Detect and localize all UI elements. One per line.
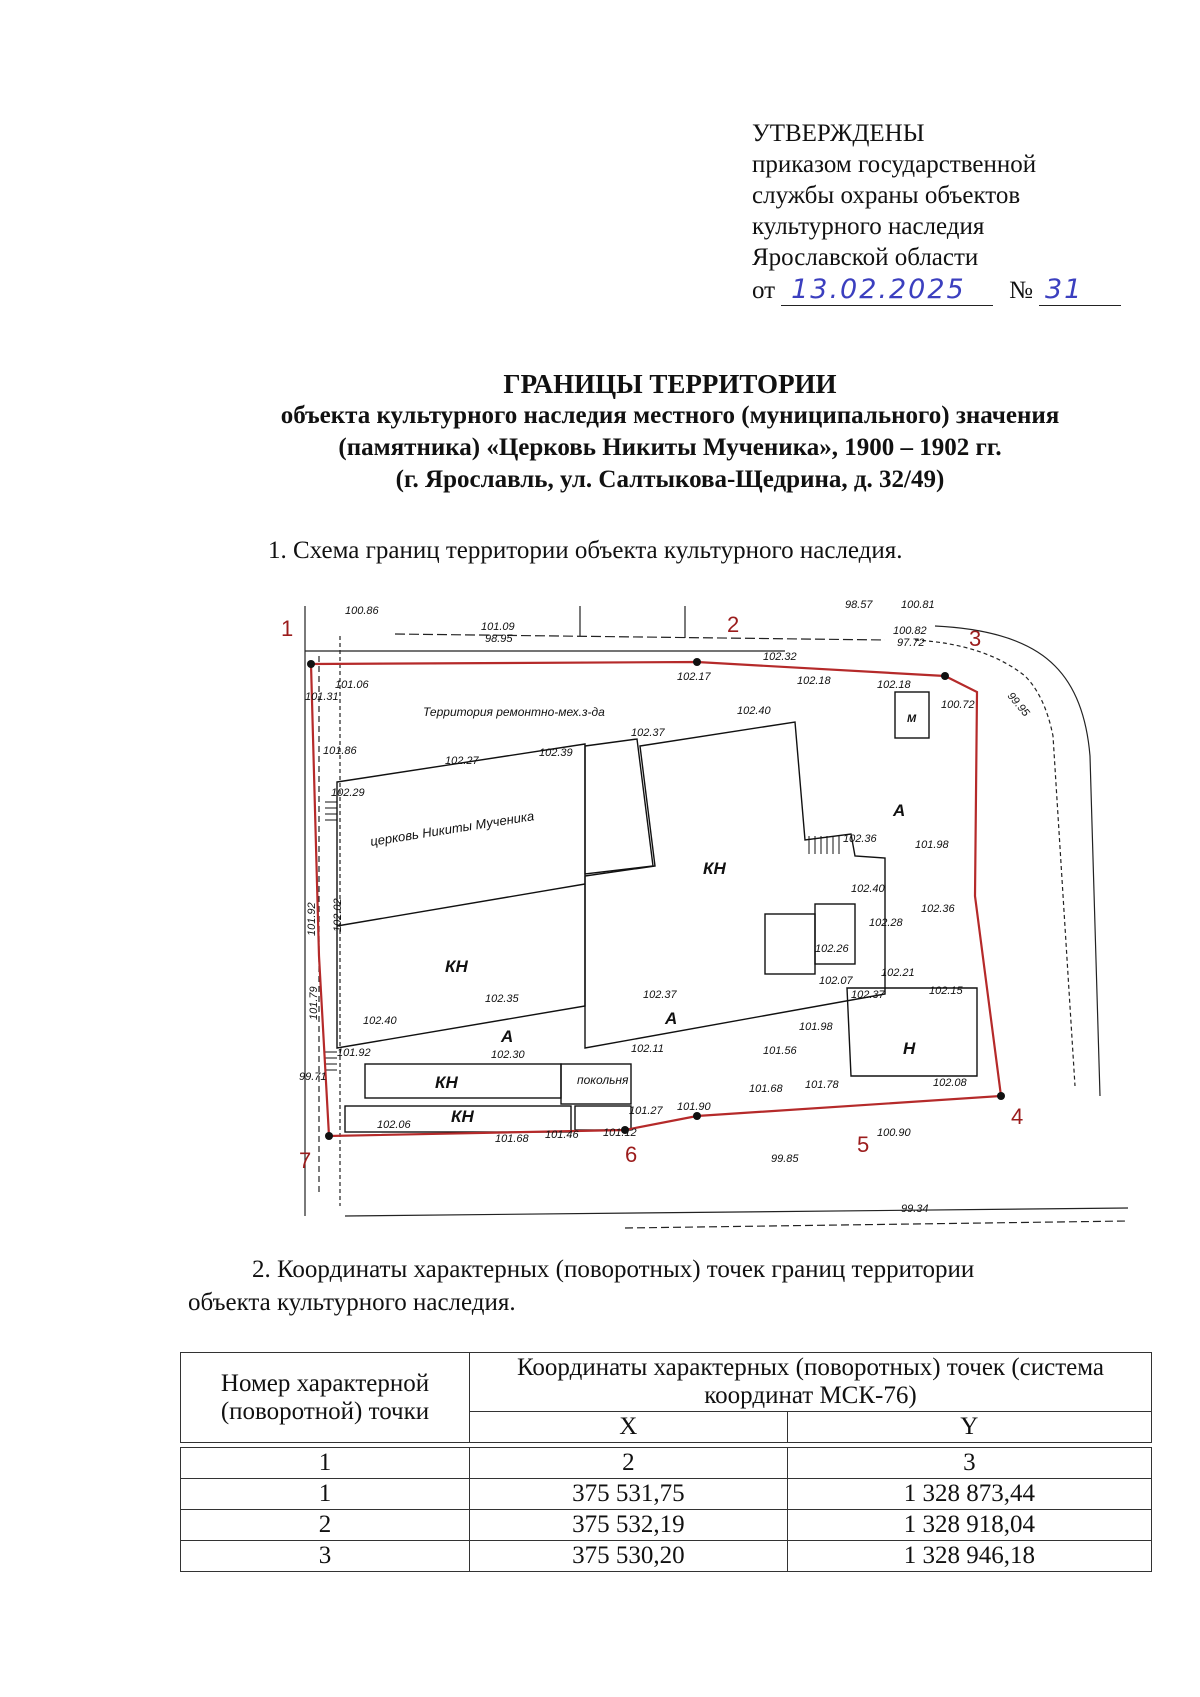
section-1-caption: 1. Схема границ территории объекта культурного наследия. [268,537,903,564]
point-label: 2 [727,612,740,637]
point-label: 1 [281,616,294,641]
point-label: 6 [625,1142,638,1167]
table-cell: 375 531,75 [470,1479,788,1510]
a-label: А [501,1027,514,1046]
point-label: 3 [969,626,982,651]
elevation-mark: 98.95 [485,633,513,645]
table-index-row [181,1448,1152,1479]
a-label: А [665,1009,678,1028]
date-prefix: от [752,277,776,304]
elevation-mark: 100.82 [893,625,927,637]
elevation-mark: 101.46 [545,1129,579,1141]
section-2-line: 2. Координаты характерных (поворотных) точек границ территории [252,1256,975,1283]
elevation-mark: 101.06 [335,679,369,691]
table-row [181,1541,1152,1572]
table-cell: 2 [181,1510,470,1541]
elevation-mark: 101.31 [305,691,339,703]
table-cell: 1 [181,1479,470,1510]
elevation-mark: 101.78 [805,1079,839,1091]
elevation-mark: 101.68 [495,1133,529,1145]
elevation-mark: 101.92 [306,902,318,936]
approval-line: Ярославской области [752,244,979,271]
point-label: 5 [857,1132,870,1157]
elevation-mark: 99.71 [299,1071,327,1083]
approval-line: службы охраны объектов [752,182,1021,209]
church-label: церковь Никиты Мученика [369,808,536,849]
elevation-mark: 102.17 [677,671,711,683]
approval-block [752,118,1142,306]
number-prefix: № [1009,277,1033,304]
elevation-mark: 102.28 [869,917,903,929]
table-header-point-number: Номер характерной (поворотной) точки [181,1353,470,1443]
elevation-mark: 100.81 [901,599,935,611]
elevation-mark: 101.27 [629,1105,663,1117]
m-label: М [907,713,917,725]
elevation-mark: 102.30 [491,1049,525,1061]
approval-line: приказом государственной [752,151,1037,178]
table-row [181,1510,1152,1541]
table-header-y: Y [787,1412,1151,1443]
elevation-mark: 99.34 [901,1203,929,1215]
kn-label: КН [451,1107,474,1126]
elevation-mark: 102.37 [631,727,665,739]
table-cell: 375 530,20 [470,1541,788,1572]
heading-address: (г. Ярославль, ул. Салтыкова-Щедрина, д. 32/49) [395,466,945,493]
document-heading [180,368,1160,496]
elevation-mark: 102.39 [539,747,573,759]
elevation-mark: 102.37 [851,989,885,1001]
elevation-mark: 101.68 [749,1083,783,1095]
table-header-coordinates: Координаты характерных (поворотных) точек (система координат МСК-76) [470,1353,1152,1412]
table-row [181,1479,1152,1510]
table-cell: 1 328 873,44 [787,1479,1151,1510]
elevation-mark: 99.85 [771,1153,799,1165]
point-label: 4 [1011,1104,1024,1129]
elevation-mark: 99.95 [1004,690,1032,720]
kn-label: КН [703,859,726,878]
elevation-mark: 101.90 [677,1101,711,1113]
heading-line: (памятника) «Церковь Никиты Мученика», 1900 – 1902 гг. [338,434,1002,461]
elevation-mark: 102.15 [929,985,963,997]
elevation-mark: 101.12 [603,1127,637,1139]
elevation-mark: 97.72 [897,637,925,649]
table-cell: 1 328 918,04 [787,1510,1151,1541]
section-2-caption [188,1253,1140,1319]
elevation-mark: 98.57 [845,599,873,611]
table-cell: 3 [181,1541,470,1572]
elevation-mark: 102.11 [631,1043,664,1055]
kn-label: КН [445,957,468,976]
area-label: Территория ремонтно-мех.з-да [423,705,605,719]
elevation-mark: 102.21 [881,967,915,979]
elevation-mark: 100.90 [877,1127,911,1139]
elevation-mark: 101.09 [481,621,515,633]
point-label: 7 [299,1148,312,1173]
a-label: А [893,801,906,820]
elevation-mark: 102.35 [485,993,519,1005]
elevation-mark: 102.18 [797,675,831,687]
boundary-map [281,596,1128,1236]
handwritten-date: 13.02.2025 [791,274,966,305]
elevation-mark: 102.29 [331,787,365,799]
heading-title: ГРАНИЦЫ ТЕРРИТОРИИ [503,369,837,399]
elevation-mark: 101.86 [323,745,357,757]
pokolnya-label: покольня [577,1073,629,1087]
table-header-x: X [470,1412,788,1443]
elevation-mark: 102.36 [921,903,955,915]
approval-title: УТВЕРЖДЕНЫ [752,120,925,147]
table-cell: 1 [181,1448,470,1479]
elevation-mark: 102.18 [877,679,911,691]
elevation-mark: 100.72 [941,699,975,711]
table-cell: 375 532,19 [470,1510,788,1541]
coordinates-table [180,1352,1152,1572]
elevation-mark: 102.37 [643,989,677,1001]
elevation-mark: 100.86 [345,605,379,617]
order-date-number [752,275,1142,306]
number-field [1039,275,1121,306]
approval-line: культурного наследия [752,213,985,240]
elevation-mark: 101.92 [337,1047,371,1059]
elevation-mark: 101.79 [308,986,320,1020]
table-cell: 2 [470,1448,788,1479]
elevation-mark: 102.40 [737,705,771,717]
elevation-mark: 102.40 [851,883,885,895]
section-2-line: объекта культурного наследия. [188,1289,516,1316]
elevation-mark: 101.98 [799,1021,833,1033]
elevation-mark: 102.26 [815,943,849,955]
handwritten-number: 31 [1044,274,1084,305]
elevation-mark: 102.36 [843,833,877,845]
elevation-mark: 102.32 [763,651,797,663]
table-cell: 1 328 946,18 [787,1541,1151,1572]
elevation-mark: 102.07 [819,975,853,987]
table-cell: 3 [787,1448,1151,1479]
elevation-mark: 102.02 [332,898,344,932]
elevation-mark: 102.40 [363,1015,397,1027]
elevation-mark: 102.27 [445,755,479,767]
elevation-mark: 101.98 [915,839,949,851]
elevation-mark: 102.06 [377,1119,411,1131]
n-label: Н [903,1039,916,1058]
elevation-mark: 101.56 [763,1045,797,1057]
kn-label: КН [435,1073,458,1092]
heading-line: объекта культурного наследия местного (муниципального) значения [280,402,1060,429]
date-field [781,275,993,306]
elevation-mark: 102.08 [933,1077,967,1089]
